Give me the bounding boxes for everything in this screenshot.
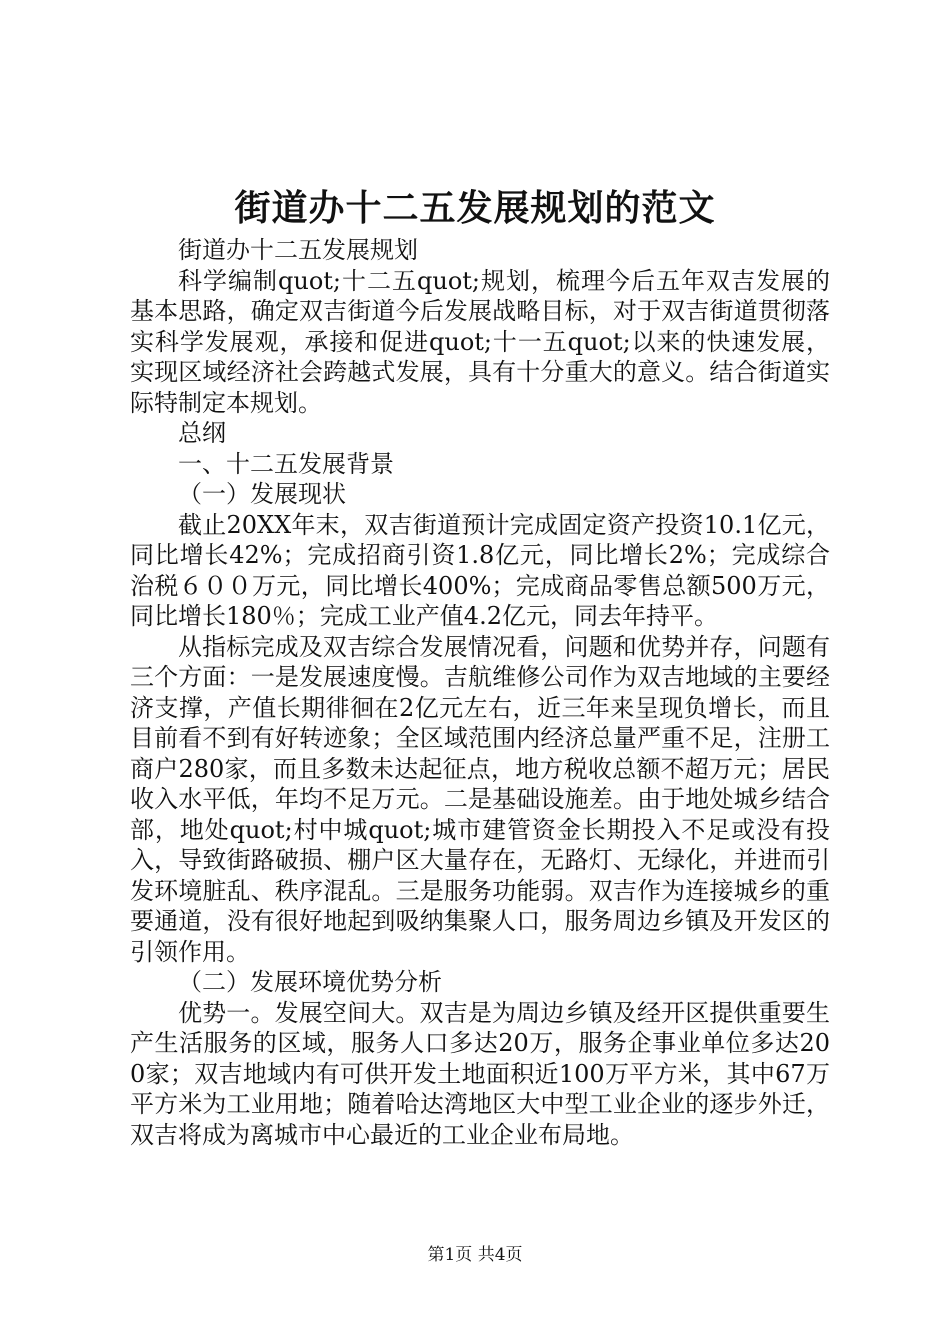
document-body	[130, 235, 830, 1150]
paragraph-status: 截止20XX年末，双吉街道预计完成固定资产投资10.1亿元，同比增长42%；完成招商引资1.8亿元，同比增长2%；完成综合治税６００万元，同比增长400%；完成商品零售总额500万元，同比增长180％；完成工业产值4.2亿元，同去年持平。	[130, 510, 830, 630]
page-footer: 第1页 共4页	[427, 1245, 523, 1265]
paragraph-intro: 科学编制quot;十二五quot;规划，梳理今后五年双吉发展的基本思路，确定双吉街道今后发展战略目标，对于双吉街道贯彻落实科学发展观，承接和促进quot;十一五quot;以来的快速发展，实现区域经济社会跨越式发展，具有十分重大的意义。结合街道实际特制定本规划。	[130, 266, 830, 417]
heading-subsection-2: （二）发展环境优势分析	[178, 968, 442, 996]
heading-general-outline: 总纲	[178, 419, 226, 447]
paragraph-subtitle: 街道办十二五发展规划	[178, 236, 418, 264]
heading-section-1: 一、十二五发展背景	[178, 449, 394, 478]
document-title: 街道办十二五发展规划的范文	[234, 187, 716, 229]
paragraph-advantage-1: 优势一。发展空间大。双吉是为周边乡镇及经开区提供重要生产生活服务的区域，服务人口多达20万，服务企事业单位多达200家；双吉地域内有可供开发土地面积近100万平方米，其中67万平方米为工业用地；随着哈达湾地区大中型工业企业的逐步外迁，双吉将成为离城市中心最近的工业企业布局地。	[130, 998, 830, 1149]
paragraph-problems: 从指标完成及双吉综合发展情况看，问题和优势并存，问题有三个方面：一是发展速度慢。吉航维修公司作为双吉地域的主要经济支撑，产值长期徘徊在2亿元左右，近三年来呈现负增长，而且目前看不到有好转迹象；全区域范围内经济总量严重不足，注册工商户280家，而且多数未达起征点，地方税收总额不超万元；居民收入水平低，年均不足万元。二是基础设施差。由于地处城乡结合部，地处quot;村中城quot;城市建管资金长期投入不足或没有投入，导致街路破损、棚户区大量存在，无路灯、无绿化，并进而引发环境脏乱、秩序混乱。三是服务功能弱。双吉作为连接城乡的重要通道，没有很好地起到吸纳集聚人口，服务周边乡镇及开发区的引领作用。	[130, 632, 830, 966]
heading-subsection-1: （一）发展现状	[178, 480, 346, 508]
